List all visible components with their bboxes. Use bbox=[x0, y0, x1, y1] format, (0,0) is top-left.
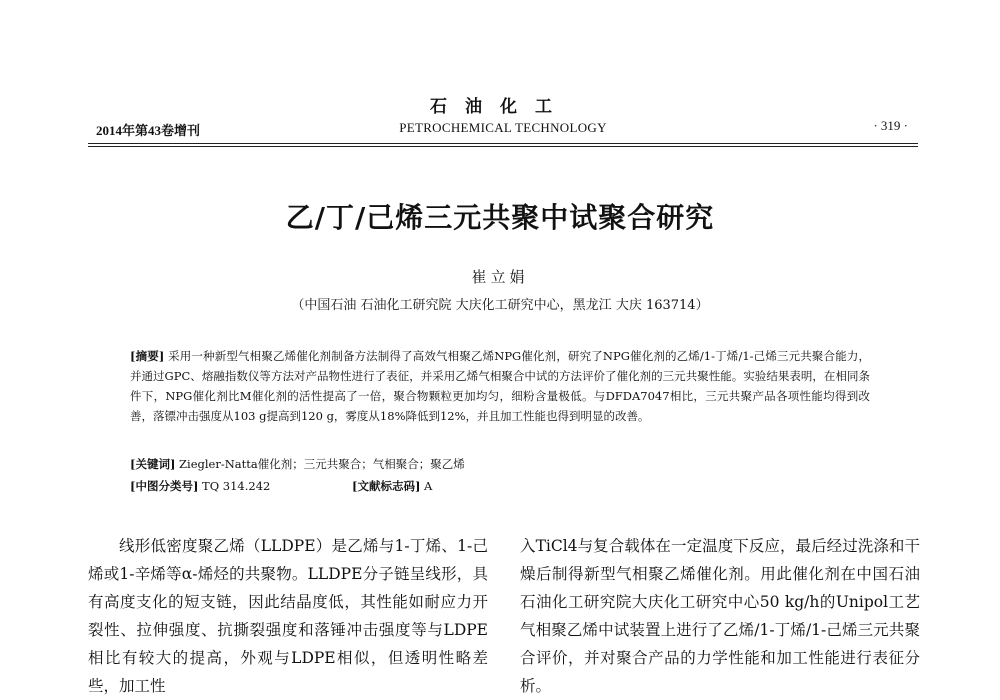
article-title: 乙/丁/己烯三元共聚中试聚合研究 bbox=[285, 201, 715, 234]
classification-text: TQ 314.242 bbox=[202, 479, 271, 493]
keywords-text: Ziegler-Natta催化剂；三元共聚合；气相聚合；聚乙烯 bbox=[179, 457, 465, 471]
abstract-text: 采用一种新型气相聚乙烯催化剂制备方法制得了高效气相聚乙烯NPG催化剂，研究了NPG催化剂的乙烯/1-丁烯/1-己烯三元共聚合能力，并通过GPC、熔融指数仪等方法对产品物性进行了表征，并采用乙烯气相聚合中试的方法评价了催化剂的三元共聚性能。实验结果表明，在相同条件下，NPG催化剂比M催化剂的活性提高了一倍，聚合物颗粒更加均匀，细粉含量极低。与DFDA7047相比，三元共聚产品各项性能均得到改善，落镖冲击强度从103 g提高到120 g，雾度从18%降低到12%，并且加工性能也得到明显的改善。 bbox=[130, 349, 871, 423]
keywords-label: [关键词] bbox=[130, 457, 176, 471]
classification bbox=[130, 478, 270, 494]
body-column-left bbox=[88, 532, 488, 700]
journal-name-cn: 石油化工 bbox=[430, 97, 570, 117]
author-affiliation: （中国石油 石油化工研究院 大庆化工研究中心，黑龙江 大庆 163714） bbox=[291, 298, 709, 313]
classification-label: [中图分类号] bbox=[130, 479, 199, 493]
body-column-right bbox=[520, 532, 920, 700]
abstract bbox=[130, 346, 870, 426]
abstract-label: [摘要] bbox=[130, 349, 165, 363]
document-code bbox=[352, 478, 432, 494]
body-paragraph: 线形低密度聚乙烯（LLDPE）是乙烯与1-丁烯、1-己烯或1-辛烯等α-烯烃的共聚物。LLDPE分子链呈线形，具有高度支化的短支链，因此结晶度低，其性能如耐应力开裂性、拉伸强度、抗撕裂强度和落锤冲击强度等与LDPE相比有较大的提高，外观与LDPE相似，但透明性略差些，加工性 bbox=[88, 537, 488, 695]
header-rule bbox=[88, 143, 918, 144]
issue-info: 2014年第43卷增刊 bbox=[96, 123, 201, 138]
journal-name-en: PETROCHEMICAL TECHNOLOGY bbox=[399, 120, 607, 135]
body-paragraph: 入TiCl4与复合载体在一定温度下反应，最后经过洗涤和干燥后制得新型气相聚乙烯催化剂。用此催化剂在中国石油石油化工研究院大庆化工研究中心50 kg/h的Unipol工艺气相聚乙烯中试装置上进行了乙烯/1-丁烯/1-己烯三元共聚合评价，并对聚合产品的力学性能和加工性能进行表征分析。 bbox=[520, 537, 920, 695]
header-rule-double bbox=[88, 146, 918, 147]
page-number: · 319 · bbox=[873, 118, 908, 133]
author-name: 崔立娟 bbox=[471, 268, 529, 286]
document-code-label: [文献标志码] bbox=[352, 479, 421, 493]
document-code-text: A bbox=[424, 479, 433, 493]
keywords bbox=[130, 456, 465, 472]
